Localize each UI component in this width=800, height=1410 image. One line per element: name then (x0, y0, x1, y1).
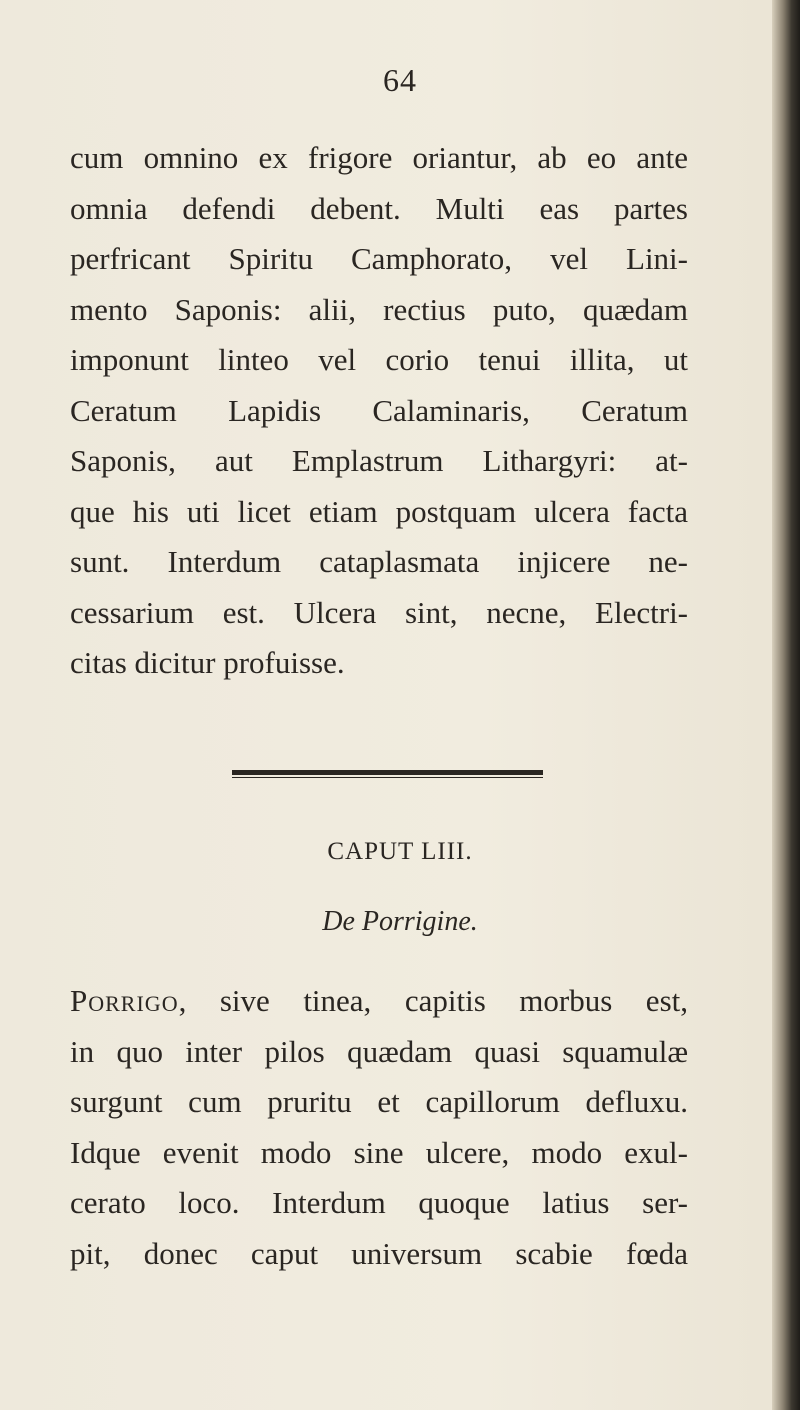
text-line: cerato loco. Interdum quoque latius ser- (70, 1185, 688, 1220)
text-line: citas dicitur profuisse. (70, 645, 345, 680)
text-line: Saponis, aut Emplastrum Lithargyri: at- (70, 443, 688, 478)
text-line: pit, donec caput universum scabie fœda (70, 1235, 688, 1271)
text-line (70, 976, 688, 1027)
text-line: sunt. Interdum cataplasmata injicere ne- (70, 544, 688, 579)
chapter-subtitle: De Porrigine. (322, 906, 478, 937)
text-line: Ceratum Lapidis Calaminaris, Ceratum (70, 392, 688, 428)
paragraph-1 (70, 133, 688, 689)
chapter-heading: CAPUT LIII. (327, 838, 473, 865)
text-line: Idque evenit modo sine ulcere, modo exul- (70, 1134, 688, 1170)
text-line: que his uti licet etiam postquam ulcera facta (70, 493, 688, 529)
text-line: surgunt cum pruritu et capillorum defluxu. (70, 1084, 688, 1119)
text-line: imponunt linteo vel corio tenui illita, ut (70, 342, 688, 377)
text-line: omnia defendi debent. Multi eas partes (70, 190, 688, 226)
text-line: mento Saponis: alii, rectius puto, quædam (70, 291, 688, 327)
text-line: cum omnino ex frigore oriantur, ab eo ante (70, 140, 688, 175)
first-word: Porrigo (70, 983, 179, 1018)
section-divider (232, 770, 543, 778)
paragraph-2 (70, 976, 688, 1279)
first-line-rest: , sive tinea, capitis morbus est, (178, 983, 688, 1018)
page-edge (772, 0, 800, 1410)
text-line: in quo inter pilos quædam quasi squamulæ (70, 1033, 688, 1069)
page-number: 64 (383, 62, 417, 98)
text-line: cessarium est. Ulcera sint, necne, Electri- (70, 594, 688, 630)
text-line: perfricant Spiritu Camphorato, vel Lini- (70, 241, 688, 276)
